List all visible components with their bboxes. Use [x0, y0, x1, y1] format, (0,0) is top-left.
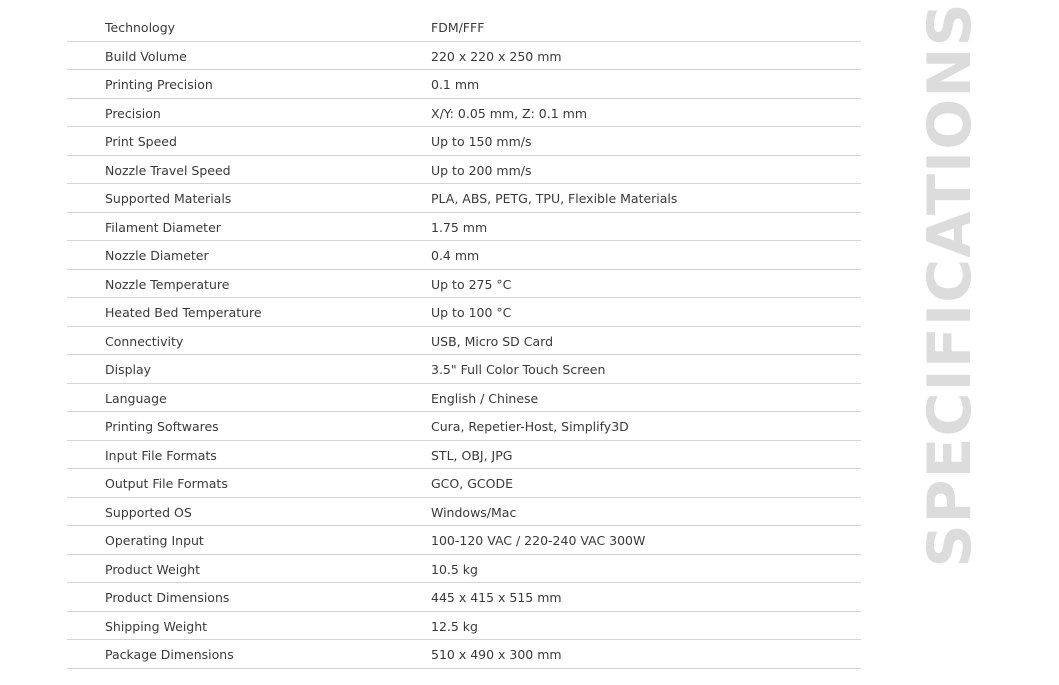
spec-label: Print Speed — [105, 134, 177, 149]
spec-label: Precision — [105, 105, 161, 121]
spec-row — [67, 70, 861, 99]
spec-label: Operating Input — [105, 533, 204, 548]
spec-label: Output File Formats — [105, 476, 228, 491]
spec-label: Shipping Weight — [105, 618, 208, 634]
spec-label: Language — [105, 390, 167, 406]
spec-label: Product Dimensions — [105, 590, 230, 605]
spec-label: Technology — [105, 20, 176, 35]
spec-label: Heated Bed Temperature — [105, 305, 262, 320]
spec-value: Up to 150 mm/s — [431, 134, 532, 149]
spec-value: 1.75 mm — [431, 219, 488, 235]
spec-row — [67, 127, 861, 156]
spec-label: Package Dimensions — [105, 647, 234, 662]
spec-row — [67, 441, 861, 470]
spec-value: Windows/Mac — [431, 504, 517, 520]
spec-row — [67, 241, 861, 270]
spec-value: 220 x 220 x 250 mm — [431, 48, 562, 64]
spec-label: Connectivity — [105, 333, 184, 349]
spec-row — [67, 498, 861, 527]
spec-table — [67, 13, 861, 669]
spec-label: Product Weight — [105, 561, 200, 577]
spec-label: Printing Softwares — [105, 419, 219, 434]
spec-row — [67, 612, 861, 641]
spec-row — [67, 156, 861, 185]
spec-value: 3.5" Full Color Touch Screen — [431, 362, 606, 377]
spec-value: 12.5 kg — [431, 618, 478, 634]
spec-value: FDM/FFF — [431, 20, 485, 35]
spec-value: 445 x 415 x 515 mm — [431, 590, 562, 605]
spec-value: GCO, GCODE — [431, 476, 513, 491]
spec-row — [67, 298, 861, 327]
spec-row — [67, 469, 861, 498]
spec-label: Nozzle Diameter — [105, 248, 209, 263]
spec-value: STL, OBJ, JPG — [431, 447, 513, 463]
spec-value: English / Chinese — [431, 390, 539, 406]
spec-value: Up to 275 °C — [431, 276, 512, 292]
spec-label: Printing Precision — [105, 77, 213, 92]
spec-row — [67, 184, 861, 213]
spec-label: Nozzle Temperature — [105, 276, 230, 292]
spec-row — [67, 355, 861, 384]
spec-row — [67, 99, 861, 128]
spec-row — [67, 42, 861, 71]
spec-value: PLA, ABS, PETG, TPU, Flexible Materials — [431, 191, 678, 206]
spec-row — [67, 327, 861, 356]
spec-label: Nozzle Travel Speed — [105, 162, 231, 178]
spec-value: X/Y: 0.05 mm, Z: 0.1 mm — [431, 105, 587, 121]
spec-row — [67, 13, 861, 42]
spec-label: Filament Diameter — [105, 219, 221, 235]
spec-row — [67, 526, 861, 555]
spec-value: 10.5 kg — [431, 561, 478, 577]
spec-row — [67, 270, 861, 299]
spec-value: 0.1 mm — [431, 77, 480, 92]
spec-row — [67, 583, 861, 612]
spec-value: Cura, Repetier-Host, Simplify3D — [431, 419, 629, 434]
specifications-side-title: SPECIFICATIONS — [915, 2, 985, 568]
spec-value: 0.4 mm — [431, 248, 480, 263]
spec-row — [67, 412, 861, 441]
spec-row — [67, 640, 861, 669]
spec-value: Up to 100 °C — [431, 305, 512, 320]
spec-label: Supported Materials — [105, 191, 232, 206]
spec-value: Up to 200 mm/s — [431, 162, 532, 178]
spec-value: 510 x 490 x 300 mm — [431, 647, 562, 662]
spec-value: USB, Micro SD Card — [431, 333, 553, 349]
spec-row — [67, 213, 861, 242]
spec-value: 100-120 VAC / 220-240 VAC 300W — [431, 533, 646, 548]
spec-label: Build Volume — [105, 48, 187, 64]
spec-row — [67, 384, 861, 413]
spec-row — [67, 555, 861, 584]
spec-label: Input File Formats — [105, 447, 217, 463]
spec-label: Display — [105, 362, 152, 377]
spec-label: Supported OS — [105, 504, 192, 520]
